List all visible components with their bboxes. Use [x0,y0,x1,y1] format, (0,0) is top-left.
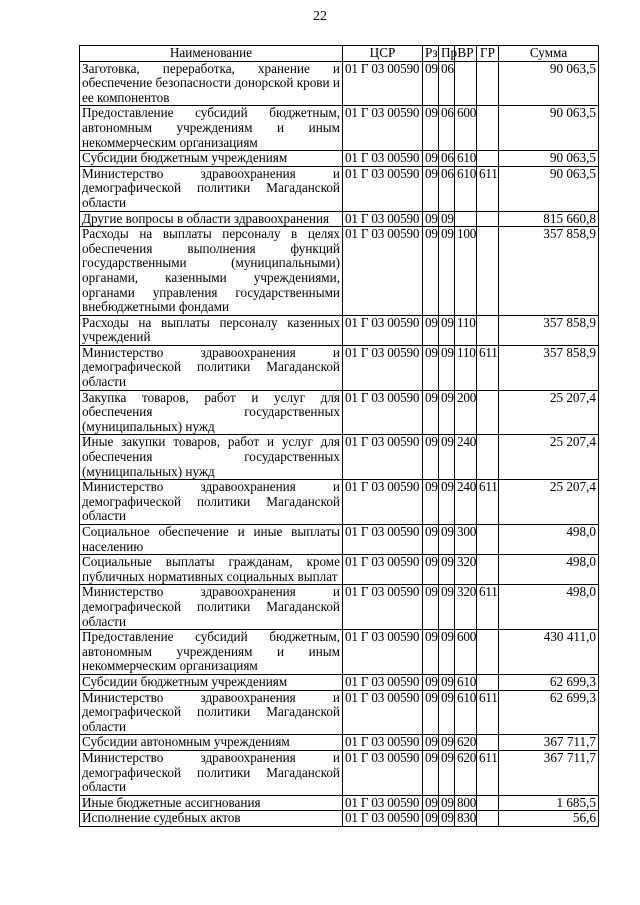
cell-pr: 09 [439,315,455,345]
cell-name: Субсидии автономным учреждениям [80,735,343,751]
cell-gr [477,211,499,227]
page-number: 22 [313,9,327,24]
cell-vr: 320 [455,585,477,630]
header-gr: ГР [477,46,499,62]
cell-pr: 09 [439,480,455,525]
cell-sum: 90 063,5 [499,166,599,211]
table-row [80,390,599,435]
cell-sum: 25 207,4 [499,435,599,480]
cell-rz: 09 [423,555,439,585]
table-row [80,345,599,390]
cell-rz: 09 [423,795,439,811]
cell-gr [477,435,499,480]
header-vr: ВР [455,46,477,62]
cell-vr: 610 [455,690,477,735]
cell-gr [477,151,499,167]
cell-vr: 100 [455,227,477,316]
cell-vr: 610 [455,151,477,167]
cell-csr: 01 Г 03 00590 [343,585,423,630]
cell-vr: 320 [455,555,477,585]
cell-gr: 611 [477,750,499,795]
cell-name: Субсидии бюджетным учреждениям [80,674,343,690]
cell-rz: 09 [423,106,439,151]
table-row [80,106,599,151]
cell-csr: 01 Г 03 00590 [343,555,423,585]
cell-name: Министерство здравоохранения и демографической политики Магаданской области [80,690,343,735]
cell-gr [477,555,499,585]
cell-vr: 110 [455,345,477,390]
cell-name: Закупка товаров, работ и услуг для обеспечения государственных (муниципальных) нужд [80,390,343,435]
table-row [80,166,599,211]
cell-sum: 90 063,5 [499,151,599,167]
cell-gr [477,735,499,751]
cell-vr: 240 [455,480,477,525]
cell-sum: 62 699,3 [499,690,599,735]
cell-gr: 611 [477,480,499,525]
header-pr: Пр [439,46,455,62]
cell-rz: 09 [423,390,439,435]
cell-rz: 09 [423,750,439,795]
cell-pr: 09 [439,585,455,630]
cell-gr: 611 [477,585,499,630]
cell-vr: 620 [455,735,477,751]
cell-name: Министерство здравоохранения и демографической политики Магаданской области [80,750,343,795]
cell-name: Другие вопросы в области здравоохранения [80,211,343,227]
cell-name: Социальное обеспечение и иные выплаты населению [80,525,343,555]
table-header-row [80,46,599,62]
table-row [80,435,599,480]
cell-pr: 09 [439,555,455,585]
cell-pr: 09 [439,674,455,690]
cell-vr: 600 [455,630,477,675]
cell-csr: 01 Г 03 00590 [343,166,423,211]
cell-name: Иные бюджетные ассигнования [80,795,343,811]
cell-sum: 62 699,3 [499,674,599,690]
cell-sum: 56,6 [499,811,599,827]
cell-name: Предоставление субсидий бюджетным, автономным учреждениям и иным некоммерческим организациям [80,106,343,151]
cell-pr: 06 [439,106,455,151]
table-row [80,151,599,167]
cell-gr: 611 [477,345,499,390]
cell-vr: 600 [455,106,477,151]
cell-sum: 367 711,7 [499,750,599,795]
cell-rz: 09 [423,315,439,345]
table-row [80,211,599,227]
cell-vr: 610 [455,166,477,211]
cell-rz: 09 [423,630,439,675]
cell-pr: 06 [439,61,455,106]
cell-pr: 09 [439,735,455,751]
cell-sum: 815 660,8 [499,211,599,227]
cell-name: Социальные выплаты гражданам, кроме публичных нормативных социальных выплат [80,555,343,585]
cell-csr: 01 Г 03 00590 [343,151,423,167]
cell-pr: 09 [439,750,455,795]
cell-vr: 610 [455,674,477,690]
table-row [80,750,599,795]
cell-pr: 09 [439,525,455,555]
cell-sum: 498,0 [499,525,599,555]
cell-name: Субсидии бюджетным учреждениям [80,151,343,167]
cell-sum: 498,0 [499,585,599,630]
cell-pr: 09 [439,435,455,480]
cell-pr: 09 [439,227,455,316]
cell-sum: 430 411,0 [499,630,599,675]
cell-pr: 09 [439,811,455,827]
cell-rz: 09 [423,811,439,827]
table-row [80,315,599,345]
table-row [80,735,599,751]
header-name: Наименование [80,46,343,62]
cell-rz: 09 [423,690,439,735]
cell-name: Предоставление субсидий бюджетным, автономным учреждениям и иным некоммерческим организациям [80,630,343,675]
cell-vr [455,61,477,106]
cell-sum: 90 063,5 [499,106,599,151]
budget-table [79,45,599,827]
cell-rz: 09 [423,166,439,211]
cell-gr [477,315,499,345]
header-sum: Сумма [499,46,599,62]
cell-gr [477,795,499,811]
cell-sum: 367 711,7 [499,735,599,751]
cell-pr: 09 [439,795,455,811]
cell-csr: 01 Г 03 00590 [343,61,423,106]
cell-sum: 90 063,5 [499,61,599,106]
cell-rz: 09 [423,151,439,167]
cell-name: Исполнение судебных актов [80,811,343,827]
cell-rz: 09 [423,211,439,227]
cell-rz: 09 [423,525,439,555]
table-row [80,585,599,630]
cell-vr: 300 [455,525,477,555]
cell-rz: 09 [423,345,439,390]
cell-sum: 357 858,9 [499,315,599,345]
cell-csr: 01 Г 03 00590 [343,480,423,525]
cell-pr: 09 [439,630,455,675]
cell-csr: 01 Г 03 00590 [343,630,423,675]
cell-name: Министерство здравоохранения и демографической политики Магаданской области [80,345,343,390]
cell-name: Расходы на выплаты персоналу в целях обеспечения выполнения функций государственными (муниципальными) органами, казенными учреждениями, органами управления государственными внебюджетными фондами [80,227,343,316]
cell-gr: 611 [477,690,499,735]
cell-sum: 357 858,9 [499,227,599,316]
cell-csr: 01 Г 03 00590 [343,690,423,735]
cell-pr: 09 [439,690,455,735]
cell-csr: 01 Г 03 00590 [343,525,423,555]
cell-name: Министерство здравоохранения и демографической политики Магаданской области [80,480,343,525]
cell-pr: 09 [439,345,455,390]
table-row [80,525,599,555]
cell-gr [477,674,499,690]
cell-vr: 110 [455,315,477,345]
cell-rz: 09 [423,735,439,751]
cell-pr: 09 [439,211,455,227]
cell-csr: 01 Г 03 00590 [343,811,423,827]
cell-csr: 01 Г 03 00590 [343,674,423,690]
table-body [80,61,599,826]
cell-rz: 09 [423,61,439,106]
table-row [80,227,599,316]
cell-pr: 06 [439,166,455,211]
cell-csr: 01 Г 03 00590 [343,390,423,435]
table-row [80,674,599,690]
cell-sum: 357 858,9 [499,345,599,390]
cell-name: Министерство здравоохранения и демографической политики Магаданской области [80,585,343,630]
cell-rz: 09 [423,585,439,630]
cell-pr: 06 [439,151,455,167]
cell-csr: 01 Г 03 00590 [343,315,423,345]
cell-gr [477,811,499,827]
cell-csr: 01 Г 03 00590 [343,435,423,480]
cell-csr: 01 Г 03 00590 [343,750,423,795]
table-row [80,690,599,735]
cell-gr [477,390,499,435]
cell-vr: 800 [455,795,477,811]
table-row [80,630,599,675]
cell-rz: 09 [423,435,439,480]
cell-csr: 01 Г 03 00590 [343,211,423,227]
cell-pr: 09 [439,390,455,435]
cell-csr: 01 Г 03 00590 [343,735,423,751]
cell-csr: 01 Г 03 00590 [343,227,423,316]
table-row [80,811,599,827]
cell-gr: 611 [477,166,499,211]
cell-rz: 09 [423,227,439,316]
cell-vr [455,211,477,227]
cell-sum: 25 207,4 [499,390,599,435]
cell-name: Расходы на выплаты персоналу казенных учреждений [80,315,343,345]
cell-rz: 09 [423,674,439,690]
cell-gr [477,61,499,106]
table-row [80,480,599,525]
cell-sum: 498,0 [499,555,599,585]
cell-sum: 1 685,5 [499,795,599,811]
header-rz: Рз [423,46,439,62]
cell-rz: 09 [423,480,439,525]
cell-csr: 01 Г 03 00590 [343,795,423,811]
cell-gr [477,227,499,316]
table-row [80,795,599,811]
cell-gr [477,630,499,675]
cell-name: Заготовка, переработка, хранение и обеспечение безопасности донорской крови и ее компонентов [80,61,343,106]
cell-sum: 25 207,4 [499,480,599,525]
cell-vr: 200 [455,390,477,435]
cell-csr: 01 Г 03 00590 [343,106,423,151]
cell-csr: 01 Г 03 00590 [343,345,423,390]
cell-gr [477,525,499,555]
cell-vr: 240 [455,435,477,480]
cell-vr: 620 [455,750,477,795]
header-csr: ЦСР [343,46,423,62]
cell-vr: 830 [455,811,477,827]
cell-gr [477,106,499,151]
cell-name: Министерство здравоохранения и демографической политики Магаданской области [80,166,343,211]
table-row [80,61,599,106]
cell-name: Иные закупки товаров, работ и услуг для обеспечения государственных (муниципальных) нужд [80,435,343,480]
table-row [80,555,599,585]
